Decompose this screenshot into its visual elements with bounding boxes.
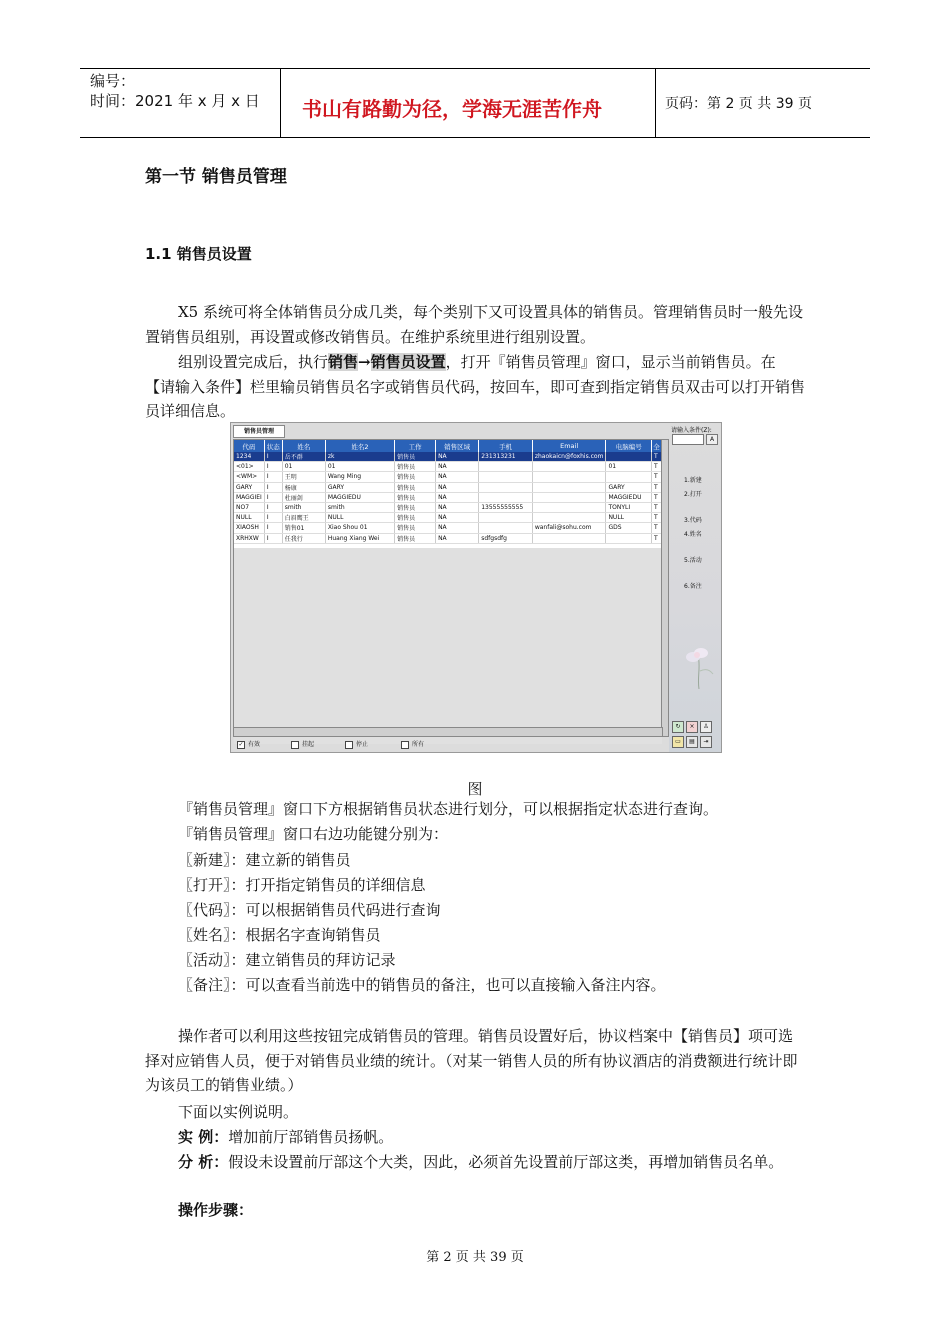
table-cell [532, 462, 606, 472]
table-cell [479, 462, 533, 472]
table-cell: NULL [234, 513, 264, 523]
table-cell: GARY [325, 482, 394, 492]
table-cell: 销售员 [395, 472, 436, 482]
condition-label: 请输入条件(Z): [671, 427, 712, 434]
table-cell: 01 [325, 462, 394, 472]
status-filter-bar [233, 738, 663, 750]
user-icon[interactable]: ♙ [700, 721, 712, 733]
table-cell [532, 472, 606, 482]
name-button[interactable]: 4.姓名 [684, 531, 702, 538]
table-cell: XIAOSH [234, 523, 264, 533]
table-cell: <WM> [234, 472, 264, 482]
table-cell: <01> [234, 462, 264, 472]
table-cell: I [264, 523, 282, 533]
header-divider [655, 69, 656, 137]
table-row[interactable] [234, 482, 662, 492]
salesperson-window-screenshot [230, 422, 722, 753]
table-cell: I [264, 472, 282, 482]
table-cell [479, 482, 533, 492]
column-header[interactable]: 电脑编号 [606, 440, 652, 452]
function-key-item: 〖打开〗：打开指定销售员的详细信息 [178, 876, 426, 894]
table-cell [479, 513, 533, 523]
table-cell: 1234 [234, 452, 264, 462]
table-cell: 销售员 [395, 533, 436, 543]
table-cell: 销售员 [395, 523, 436, 533]
table-cell: 销售01 [282, 523, 325, 533]
table-cell: I [264, 482, 282, 492]
table-cell: T [651, 523, 661, 533]
table-cell: 销售员 [395, 462, 436, 472]
status-filter-checkbox[interactable] [291, 739, 314, 749]
checkbox-icon [401, 741, 409, 749]
table-cell: zk [325, 452, 394, 462]
table-cell: 杨康 [282, 482, 325, 492]
table-header-row [234, 440, 662, 452]
table-cell [606, 472, 652, 482]
table-cell [479, 523, 533, 533]
table-cell: MAGGIEDU [325, 492, 394, 502]
table-cell: 杜丽剑 [282, 492, 325, 502]
close-icon[interactable]: × [686, 721, 698, 733]
table-cell [532, 502, 606, 512]
function-key-item: 〖备注〗：可以查看当前选中的销售员的备注，也可以直接输入备注内容。 [178, 976, 666, 994]
table-cell: NA [436, 492, 479, 502]
condition-input[interactable] [672, 434, 704, 445]
table-row[interactable] [234, 523, 662, 533]
header-time: 时间：2021 年 x 月 x 日 [90, 92, 260, 110]
analysis-line: 分 析：假设未设置前厅部这个大类，因此，必须首先设置前厅部这类，再增加销售员名单。 [178, 1153, 784, 1171]
table-cell: wanfali@sohu.com [532, 523, 606, 533]
checkbox-label: 挂起 [302, 741, 315, 748]
search-button[interactable]: A [706, 434, 718, 445]
table-cell: NA [436, 502, 479, 512]
table-cell: 任我行 [282, 533, 325, 543]
code-button[interactable]: 3.代码 [684, 517, 702, 524]
table-cell: 销售员 [395, 452, 436, 462]
table-cell: MAGGIEI [234, 492, 264, 502]
table-cell: TONYLI [606, 502, 652, 512]
column-header[interactable]: 代码 [234, 440, 264, 452]
table-row[interactable] [234, 452, 662, 462]
checkbox-label: 停止 [356, 741, 369, 748]
table-row[interactable] [234, 492, 662, 502]
table-cell [532, 513, 606, 523]
table-cell: 销售员 [395, 502, 436, 512]
table-cell: XRHXW [234, 533, 264, 543]
table-cell: NO7 [234, 502, 264, 512]
table-cell [479, 492, 533, 502]
function-key-item: 〖代码〗：可以根据销售员代码进行查询 [178, 901, 441, 919]
flower-decoration-icon [679, 641, 717, 689]
vertical-scrollbar[interactable] [661, 439, 669, 737]
table-cell: NULL [606, 513, 652, 523]
table-cell: NA [436, 452, 479, 462]
steps-label: 操作步骤： [178, 1201, 254, 1219]
paragraph-3: 操作者可以利用这些按钮完成销售员的管理。销售员设置好后，协议档案中【销售员】项可选择对应销售人员，便于对销售员业绩的统计。（对某一销售人员的所有协议酒店的消费额进行统计即为该员工的销售业绩。） [145, 1027, 798, 1095]
table-cell: NA [436, 472, 479, 482]
table-cell: Huang Xiang Wei [325, 533, 394, 543]
example-line: 实 例：增加前厅部销售员扬帆。 [178, 1128, 394, 1146]
description-line: 『销售员管理』窗口下方根据销售员状态进行划分，可以根据指定状态进行查询。 [178, 800, 719, 818]
table-cell: MAGGIEDU [606, 492, 652, 502]
table-cell: T [651, 482, 661, 492]
table-cell: GDS [606, 523, 652, 533]
checkbox-icon: ✓ [238, 740, 244, 748]
new-button[interactable]: 1.新建 [684, 477, 702, 484]
table-row[interactable] [234, 513, 662, 523]
description-line: 『销售员管理』窗口右边功能键分别为： [178, 825, 449, 843]
table-cell: NA [436, 523, 479, 533]
function-key-item: 〖活动〗：建立销售员的拜访记录 [178, 951, 396, 969]
column-header[interactable]: 姓名 [282, 440, 325, 452]
remark-button[interactable]: 6.备注 [684, 583, 702, 590]
table-cell: T [651, 492, 661, 502]
table-cell: smith [282, 502, 325, 512]
table-cell: zhaokaicn@foxhis.com [532, 452, 606, 462]
table-cell: smith [325, 502, 394, 512]
table-cell: T [651, 462, 661, 472]
table-cell [532, 492, 606, 502]
refresh-icon[interactable]: ↻ [672, 721, 684, 733]
table-cell: 白眉鹰王 [282, 513, 325, 523]
page-footer: 第 2 页 共 39 页 [426, 1250, 524, 1265]
function-key-item: 〖姓名〗：根据名字查询销售员 [178, 926, 381, 944]
column-header[interactable]: 姓名2 [325, 440, 394, 452]
exit-icon[interactable]: ⇥ [700, 736, 712, 748]
table-cell: 231313231 [479, 452, 533, 462]
activity-button[interactable]: 5.活动 [684, 557, 702, 564]
status-filter-checkbox[interactable] [345, 739, 368, 749]
checkbox-label: 所有 [412, 741, 425, 748]
table-cell [532, 533, 606, 543]
table-cell: 岳不群 [282, 452, 325, 462]
table-cell: NA [436, 482, 479, 492]
table-cell: NA [436, 513, 479, 523]
header-divider [280, 69, 281, 137]
grid-empty-area [234, 548, 662, 744]
salesperson-grid [233, 439, 663, 729]
table-cell: NA [436, 462, 479, 472]
table-row[interactable] [234, 462, 662, 472]
table-cell: NULL [325, 513, 394, 523]
table-cell: 01 [606, 462, 652, 472]
side-panel [669, 423, 721, 752]
column-header[interactable]: 工作 [395, 440, 436, 452]
page-header [80, 68, 870, 138]
table-cell: I [264, 502, 282, 512]
table-cell [532, 482, 606, 492]
figure-caption: 图 [467, 780, 483, 798]
tab-salesperson-management[interactable]: 销售员管理 [233, 425, 285, 438]
table-row[interactable] [234, 533, 662, 543]
header-page-info: 页码：第 2 页 共 39 页 [665, 96, 812, 112]
table-cell: T [651, 533, 661, 543]
table-cell: T [651, 472, 661, 482]
salesperson-table [234, 440, 662, 544]
table-cell: 01 [282, 462, 325, 472]
table-cell: 王明 [282, 472, 325, 482]
table-cell: I [264, 452, 282, 462]
table-row[interactable] [234, 502, 662, 512]
table-cell: NA [436, 533, 479, 543]
table-cell [479, 472, 533, 482]
function-key-item: 〖新建〗：建立新的销售员 [178, 851, 351, 869]
table-cell: 销售员 [395, 482, 436, 492]
paragraph-2: 组别设置完成后，执行销售→销售员设置，打开『销售员管理』窗口，显示当前销售员。在【请输入条件】栏里输员销售员名字或销售员代码，按回车，即可查到指定销售员双击可以打开销售员详细信息。 [145, 353, 806, 421]
column-header[interactable]: 状态 [264, 440, 282, 452]
header-motto: 书山有路勤为径，学海无涯苦作舟 [302, 97, 602, 121]
column-header[interactable]: Email [532, 440, 606, 452]
column-header[interactable]: 手机 [479, 440, 533, 452]
status-filter-checkbox[interactable] [401, 739, 424, 749]
table-cell [606, 533, 652, 543]
table-cell: GARY [234, 482, 264, 492]
paragraph-4: 下面以实例说明。 [178, 1103, 299, 1121]
print-icon[interactable]: ▤ [686, 736, 698, 748]
table-cell: 13555555555 [479, 502, 533, 512]
table-cell: I [264, 513, 282, 523]
table-cell: T [651, 452, 661, 462]
folder-icon[interactable]: ▭ [672, 736, 684, 748]
table-cell: Wang Ming [325, 472, 394, 482]
table-cell: 销售员 [395, 492, 436, 502]
table-cell: 销售员 [395, 513, 436, 523]
table-cell: I [264, 492, 282, 502]
status-filter-checkbox[interactable] [237, 739, 260, 749]
table-cell: T [651, 502, 661, 512]
table-cell: sdfgsdfg [479, 533, 533, 543]
subsection-title: 1.1 销售员设置 [145, 245, 252, 263]
table-row[interactable] [234, 472, 662, 482]
table-cell: I [264, 533, 282, 543]
table-cell: T [651, 513, 661, 523]
column-header[interactable]: 销售区域 [436, 440, 479, 452]
checkbox-label: 有效 [248, 741, 261, 748]
horizontal-scrollbar[interactable] [233, 727, 663, 737]
table-cell: Xiao Shou 01 [325, 523, 394, 533]
table-cell: GARY [606, 482, 652, 492]
checkbox-icon [291, 741, 299, 749]
column-header[interactable]: 全 [651, 440, 661, 452]
paragraph-1: X5 系统可将全体销售员分成几类，每个类别下又可设置具体的销售员。管理销售员时一般先设置销售员组别，再设置或修改销售员。在维护系统里进行组别设置。 [145, 303, 803, 346]
table-cell: I [264, 462, 282, 472]
header-number: 编号： [90, 72, 136, 90]
open-button[interactable]: 2.打开 [684, 491, 702, 498]
section-title: 第一节 销售员管理 [145, 167, 287, 187]
table-cell [606, 452, 652, 462]
checkbox-icon [345, 741, 353, 749]
